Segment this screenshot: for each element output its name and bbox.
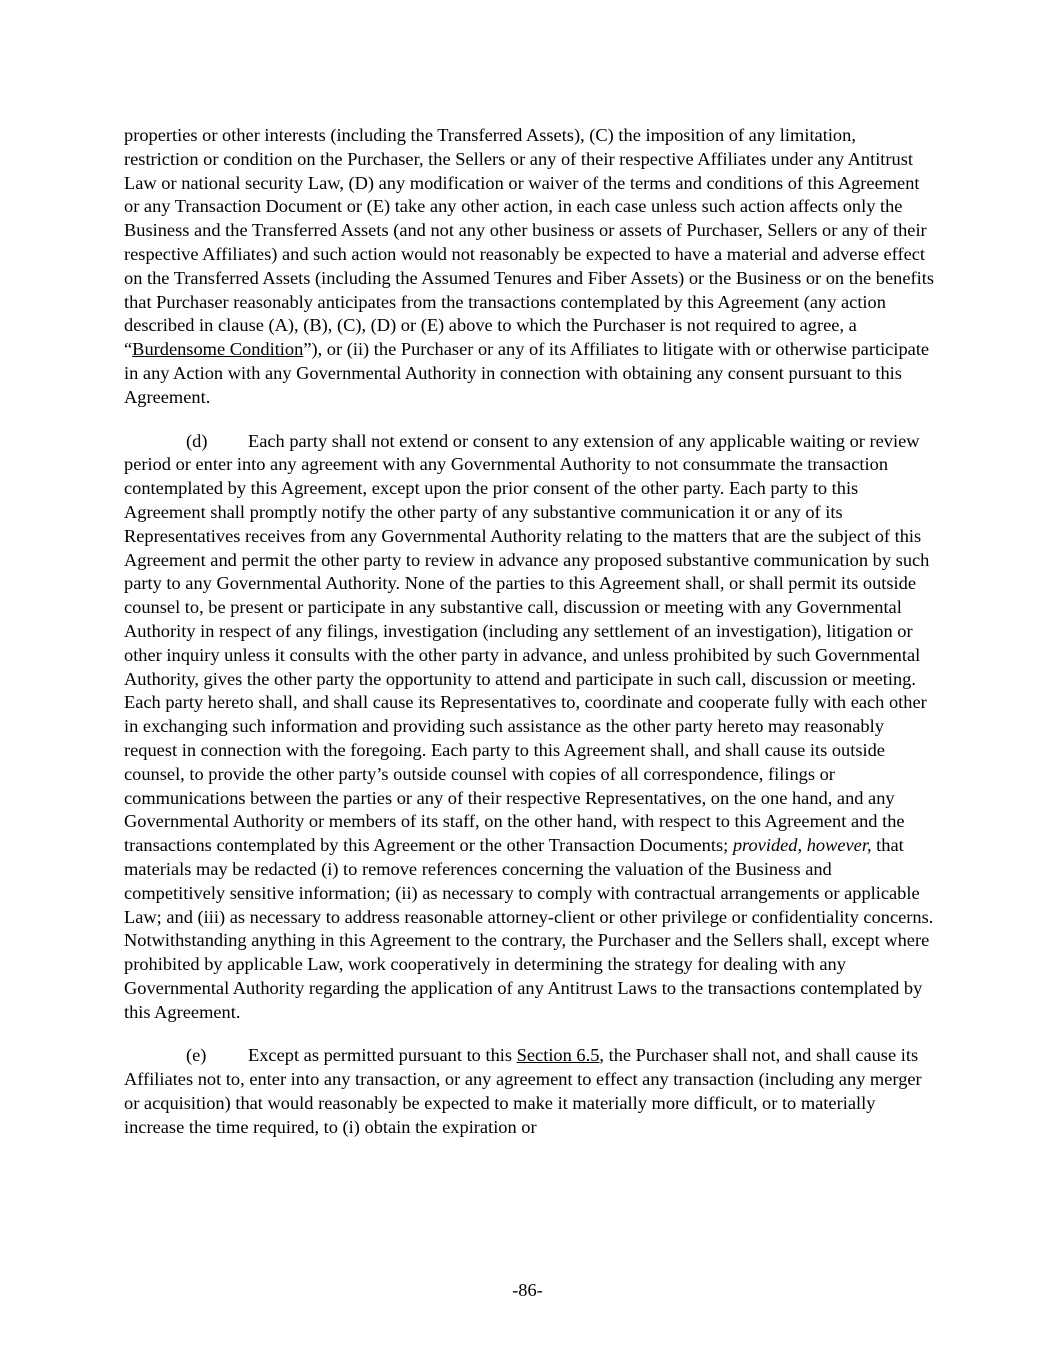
paragraph-label: (d)	[186, 430, 208, 451]
document-body	[124, 124, 934, 1140]
paragraph-label: (e)	[186, 1045, 207, 1066]
paragraph-text: Each party shall not extend or consent to any extension of any applicable waiting or review period or enter into any agreement with any Governmental Authority to not consummate the transaction contemplated by this Agreement, except upon the prior consent of the other party. Each party to this Agreement shall promptly notify the other party of any substantive communication it or any of its Representatives receives from any Governmental Authority relating to the matters that are the subject of this Agreement and permit the other party to review in advance any proposed substantive communication by such party to any Governmental Authority. None of the parties to this Agreement shall, or shall permit its outside counsel to, be present or participate in any substantive call, discussion or meeting with any Governmental Authority in respect of any filings, investigation (including any settlement of an investigation), litigation or other inquiry unless it consults with the other party in advance, and unless prohibited by such Governmental Authority, gives the other party the opportunity to attend and participate in such call, discussion or meeting. Each party hereto shall, and shall cause its Representatives to, coordinate and cooperate fully with each other in exchanging such information and providing such assistance as the other party hereto may reasonably request in connection with the foregoing. Each party to this Agreement shall, and shall cause its outside counsel, to provide the other party’s outside counsel with copies of all correspondence, filings or communications between the parties or any of their respective Representatives, on the one hand, and any Governmental Authority or members of its staff, on the other hand, with respect to this Agreement and the transactions contemplated by this Agreement or the other Transaction Documents;	[124, 430, 930, 856]
paragraph-d	[124, 430, 934, 1025]
paragraph-text: Except as permitted pursuant to this	[248, 1045, 517, 1066]
paragraph-text: that materials may be redacted (i) to remove references concerning the valuation of the Business and competitively sensitive information; (ii) as necessary to comply with contractual arrangements or applicable Law; and (iii) as necessary to address reasonable attorney-client or other privilege or confidentiality concerns. Notwithstanding anything in this Agreement to the contrary, the Purchaser and the Sellers shall, except where prohibited by applicable Law, work cooperatively in determining the strategy for dealing with any Governmental Authority regarding the application of any Antitrust Laws to the transactions contemplated by this Agreement.	[124, 835, 934, 1022]
section-reference: Section 6.5	[516, 1045, 600, 1066]
proviso-text: provided, however,	[732, 835, 872, 856]
paragraph-continuation	[124, 124, 934, 410]
paragraph-text: , the Purchaser shall not, and shall cause its Affiliates not to, enter into any transaction, or any agreement to effect any transaction (including any merger or acquisition) that would reasonably be expected to make it materially more difficult, or to materially increase the time required, to (i) obtain the expiration or	[124, 1045, 922, 1137]
page-number: -86-	[512, 1280, 543, 1300]
paragraph-e	[124, 1044, 934, 1139]
paragraph-text: properties or other interests (including the Transferred Assets), (C) the imposition of any limitation, restriction or condition on the Purchaser, the Sellers or any of their respective Affiliates under any Antitrust Law or national security Law, (D) any modification or waiver of the terms and conditions of this Agreement or any Transaction Document or (E) take any other action, in each case unless such action affects only the Business and the Transferred Assets (and not any other business or assets of Purchaser, Sellers or any of their respective Affiliates) and such action would not reasonably be expected to have a material and adverse effect on the Transferred Assets (including the Assumed Tenures and Fiber Assets) or the Business or on the benefits that Purchaser reasonably anticipates from the transactions contemplated by this Agreement (any action described in clause (A), (B), (C), (D) or (E) above to which the Purchaser is not required to agree, a “	[124, 125, 935, 360]
defined-term-burdensome-condition: Burdensome Condition	[132, 339, 304, 360]
paragraph-text: ”), or (ii) the Purchaser or any of its Affiliates to litigate with or otherwise participate in any Action with any Governmental Authority in connection with obtaining any consent pursuant to this Agreement.	[124, 339, 930, 407]
